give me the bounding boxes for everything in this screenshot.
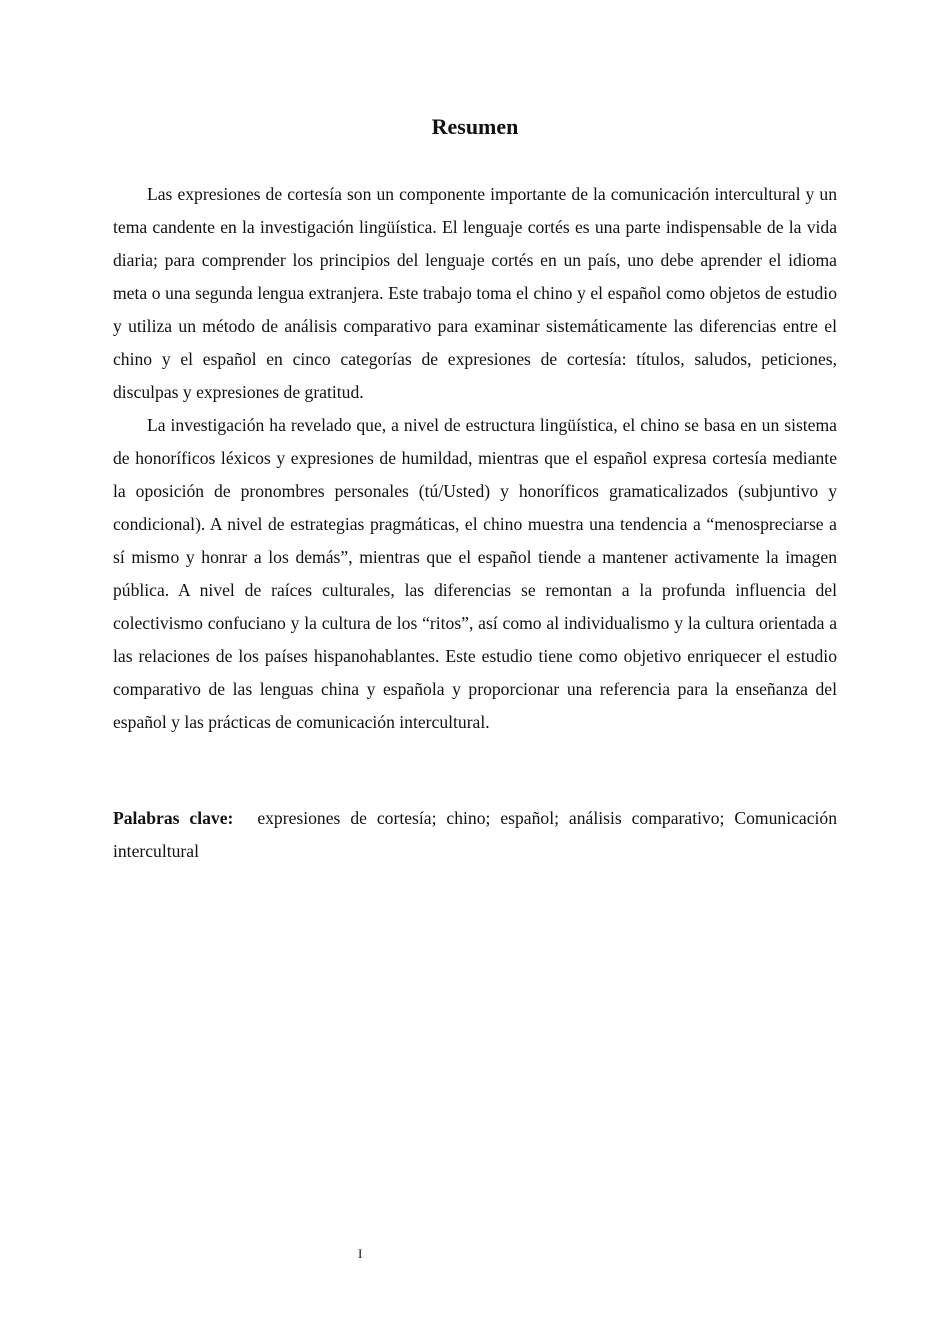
keywords-label: Palabras clave: [113,808,234,828]
abstract-paragraph-2: La investigación ha revelado que, a nivel de estructura lingüística, el chino se basa en un sistema de honoríficos léxicos y expresiones de humildad, mientras que el español expresa cortesía mediante la oposición de pronombres personales (tú/Usted) y honoríficos gramaticalizados (subjuntivo y condicional). A nivel de estrategias pragmáticas, el chino muestra una tendencia a “menospreciarse a sí mismo y honrar a los demás”, mientras que el español tiende a mantener activamente la imagen pública. A nivel de raíces culturales, las diferencias se remontan a la profunda influencia del colectivismo confuciano y la cultura de los “ritos”, así como al individualismo y la cultura orientada a las relaciones de los países hispanohablantes. Este estudio tiene como objetivo enriquecer el estudio comparativo de las lenguas china y española y proporcionar una referencia para la enseñanza del español y las prácticas de comunicación intercultural. [113,415,837,732]
abstract-paragraph-1: Las expresiones de cortesía son un componente importante de la comunicación intercultural y un tema candente en la investigación lingüística. El lenguaje cortés es una parte indispensable de la vida diaria; para comprender los principios del lenguaje cortés en un país, uno debe aprender el idioma meta o una segunda lengua extranjera. Este trabajo toma el chino y el español como objetos de estudio y utiliza un método de análisis comparativo para examinar sistemáticamente las diferencias entre el chino y el español en cinco categorías de expresiones de cortesía: títulos, saludos, peticiones, disculpas y expresiones de gratitud. [113,184,837,402]
page-title: Resumen [431,114,519,139]
keywords-section [113,802,837,868]
page-number: I [358,1246,363,1261]
abstract-body [113,178,837,739]
keywords-text: expresiones de cortesía; chino; español; análisis comparativo; Comunicación intercultural [113,808,837,861]
